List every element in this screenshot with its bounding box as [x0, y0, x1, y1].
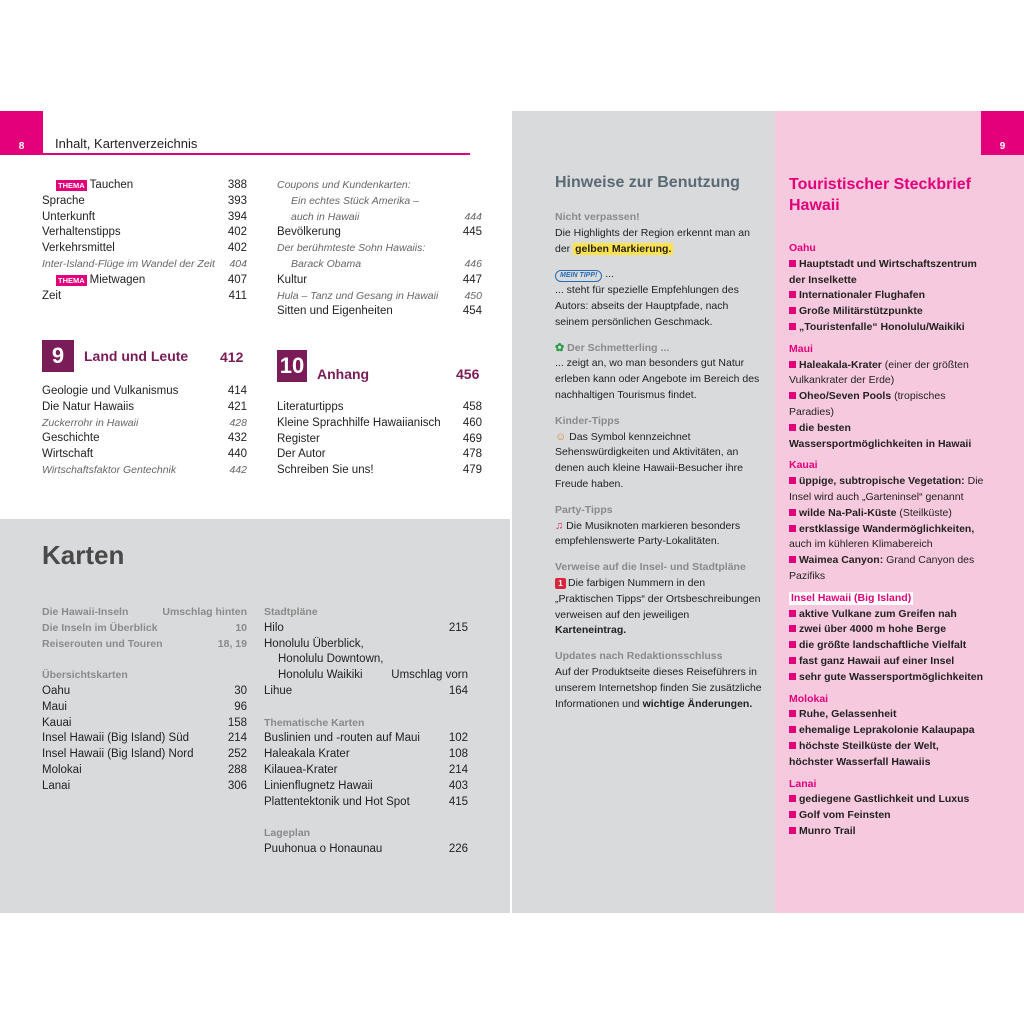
entry-label: Verhaltenstipps [42, 226, 121, 239]
karten-title: Karten [42, 540, 125, 570]
map-entry[interactable] [42, 763, 247, 779]
thema-badge: THEMA [58, 181, 85, 191]
entry-page: 102 [448, 732, 468, 745]
entry-page: 393 [227, 194, 247, 207]
entry-label: Buslinien und -routen auf Maui [264, 732, 420, 745]
map-entry[interactable] [264, 779, 468, 795]
entry-label: Coupons und Kundenkarten: [277, 179, 411, 191]
entry-page: 96 [234, 700, 247, 713]
uebersicht-heading: Übersichtskarten [42, 669, 128, 682]
entry-page: 478 [462, 448, 482, 461]
entry-page: 407 [227, 274, 247, 287]
map-entry[interactable] [264, 668, 468, 684]
map-entry[interactable] [42, 731, 247, 747]
toc-column-1 [42, 178, 247, 304]
party-tipps-heading: Party-Tipps [555, 503, 613, 516]
region-oahu: Oahu [789, 242, 816, 254]
entry-label: Maui [42, 700, 67, 713]
entry-page: 415 [448, 795, 468, 808]
list-item: Oheo/Seven Pools (tropisches Paradies) [789, 389, 985, 421]
entry-label: Kleine Sprachhilfe Hawaiianisch [277, 416, 441, 429]
list-item: Ruhe, Gelassenheit [789, 707, 985, 723]
entry-page: 252 [227, 748, 247, 761]
toc-entry[interactable] [277, 257, 482, 273]
entry-label: Molokai [42, 763, 82, 776]
region-big-island: Insel Hawaii (Big Island) [791, 591, 912, 604]
entry-page: 164 [448, 684, 468, 697]
toc-column-2 [277, 178, 482, 320]
page-header-title: Inhalt, Kartenverzeichnis [55, 136, 198, 151]
chapter-10-page: 456 [456, 366, 480, 382]
schmetterling-text: ... zeigt an, wo man besonders gut Natur erleben kann oder Angebote im Bereich des nachhaltigen Tourismus findet. [555, 357, 760, 401]
map-entry[interactable] [42, 747, 247, 763]
toc-entry[interactable] [277, 416, 482, 432]
kinder-tipps-heading: Kinder-Tipps [555, 414, 620, 427]
map-entry[interactable] [264, 731, 468, 747]
toc-entry[interactable] [42, 225, 247, 241]
benutzung-text [555, 210, 762, 712]
region-maui: Maui [789, 342, 813, 355]
toc-entry[interactable] [42, 431, 247, 447]
highlight-text: Die Highlights der Region erkennt man an der gelben Markierung. [555, 226, 750, 255]
list-item: die besten Wassersportmöglichkeiten in Hawaii [789, 421, 985, 453]
entry-label: Wirtschaft [42, 448, 94, 461]
toc-entry[interactable] [277, 210, 482, 226]
thema-badge: THEMA [58, 276, 85, 286]
map-entry[interactable] [42, 684, 247, 700]
entry-label: Reiserouten und Touren [42, 637, 163, 650]
list-item: die größte landschaftliche Vielfalt [789, 638, 985, 654]
karten-column-1 [42, 605, 247, 795]
map-entry[interactable] [264, 621, 468, 637]
lageplan-heading: Lageplan [264, 827, 311, 840]
entry-page: 306 [227, 779, 247, 792]
region-lanai: Lanai [789, 777, 817, 790]
entry-page: 10 [235, 621, 247, 634]
stadtplaene-heading: Stadtpläne [264, 606, 318, 618]
toc-entry[interactable] [42, 210, 247, 226]
map-entry[interactable] [42, 779, 247, 795]
entry-label: THEMA Mietwagen [58, 273, 146, 286]
entry-page: 428 [229, 416, 247, 429]
chapter-9-page: 412 [220, 349, 244, 365]
entry-page: 450 [464, 289, 482, 302]
map-entry[interactable] [264, 763, 468, 779]
page-number-tab-right [981, 111, 1024, 155]
entry-label: Oahu [42, 684, 71, 697]
map-entry[interactable] [42, 637, 247, 653]
page-number-right: 9 [999, 141, 1006, 152]
entry-page: 458 [462, 401, 482, 413]
entry-label: Register [277, 432, 320, 445]
entry-label: Der Autor [277, 448, 326, 461]
entry-label: Geologie und Vulkanismus [42, 385, 179, 397]
karten-column-2 [264, 605, 468, 858]
list-item: üppige, subtropische Vegetation: Die Insel wird auch „Garteninsel“ genannt [789, 474, 985, 506]
entry-label: Honolulu Überblick, [264, 637, 364, 650]
toc-entry[interactable] [42, 178, 247, 194]
entry-label: Kauai [42, 716, 72, 729]
toc-entry[interactable] [42, 463, 247, 479]
entry-label: Die Inseln im Überblick [42, 621, 158, 634]
entry-page: 30 [234, 684, 247, 697]
red-number-icon: 1 [555, 578, 566, 589]
entry-label: Honolulu Downtown, [278, 653, 384, 666]
entry-label: Die Hawaii-Inseln [42, 606, 129, 618]
map-entry[interactable] [42, 716, 247, 732]
entry-label: Linienflugnetz Hawaii [264, 779, 373, 792]
entry-label: Wirtschaftsfaktor Gentechnik [42, 463, 177, 476]
toc-entry[interactable] [42, 289, 247, 305]
region-kauai: Kauai [789, 459, 818, 472]
entry-label: Inter-Island-Flüge im Wandel der Zeit [42, 257, 215, 270]
toc-entry[interactable] [277, 447, 482, 463]
entry-page: 445 [462, 226, 482, 239]
toc-entry[interactable] [277, 273, 482, 289]
entry-page: 388 [227, 179, 247, 192]
entry-label: Literaturtipps [277, 401, 344, 413]
map-entry[interactable] [264, 684, 468, 700]
map-entry[interactable] [264, 842, 468, 858]
kinder-tipps-text: ☺ Das Symbol kennzeichnet Sehenswürdigkeiten und Aktivitäten, an denen auch kleine Hawaii-Besucher ihre Freude haben. [555, 430, 743, 490]
list-item: Munro Trail [789, 824, 985, 840]
toc-entry[interactable] [277, 432, 482, 448]
toc-entry[interactable] [42, 384, 247, 400]
thematische-heading: Thematische Karten [264, 716, 365, 729]
mein-tipp-text: ... steht für spezielle Empfehlungen des Autors: abseits der Hauptpfade, nach seinem persönlichen Geschmack. [555, 284, 739, 328]
toc-entry[interactable] [42, 194, 247, 210]
entry-page: 432 [227, 432, 247, 445]
toc-entry[interactable] [277, 400, 482, 416]
entry-label: Schreiben Sie uns! [277, 464, 374, 477]
entry-page: 469 [462, 432, 482, 445]
entry-page: 411 [228, 289, 247, 302]
entry-label: Zuckerrohr in Hawaii [42, 416, 139, 429]
map-entry[interactable] [264, 747, 468, 763]
toc-entry[interactable] [277, 241, 482, 257]
party-tipps-text: ♫ Die Musiknoten markieren besonders empfehlenswerte Party-Lokalitäten. [555, 519, 741, 548]
entry-label: Geschichte [42, 432, 100, 445]
entry-label: Verkehrsmittel [42, 242, 115, 255]
toc-entry[interactable] [42, 257, 247, 273]
list-item: Waimea Canyon: Grand Canyon des Pazifiks [789, 553, 985, 585]
verweise-heading: Verweise auf die Insel- und Stadtpläne [555, 561, 746, 574]
entry-page: 460 [462, 416, 482, 429]
list-item: ehemalige Leprakolonie Kalaupapa [789, 723, 985, 739]
entry-page: 158 [227, 716, 247, 729]
butterfly-icon: ✿ [555, 341, 565, 354]
entry-label: Kilauea-Krater [264, 763, 338, 776]
entry-page: 108 [448, 748, 468, 761]
steckbrief-title: Touristischer Steckbrief Hawaii [789, 176, 971, 214]
list-item: Hauptstadt und Wirtschaftszentrum der Inselkette [789, 257, 985, 289]
toc-entry[interactable] [42, 416, 247, 432]
benutzung-title: Hinweise zur Benutzung [555, 174, 740, 191]
entry-label: Zeit [42, 289, 62, 302]
entry-page: Umschlag vorn [391, 669, 468, 682]
entry-page: 414 [227, 385, 247, 397]
entry-page: 288 [227, 763, 247, 776]
entry-page: 444 [464, 210, 482, 223]
entry-label: Hula – Tanz und Gesang in Hawaii [277, 289, 439, 302]
toc-entry[interactable] [42, 400, 247, 416]
toc-entry[interactable] [277, 178, 482, 194]
entry-label: THEMA Tauchen [58, 179, 134, 191]
entry-page: 402 [227, 242, 247, 255]
entry-label: Hilo [264, 621, 284, 634]
chapter-9-heading[interactable] [42, 340, 188, 372]
mein-tipp-line: MEIN TIPP! ... [555, 267, 762, 283]
page-number-left: 8 [18, 141, 25, 152]
nicht-verpassen-heading: Nicht verpassen! [555, 211, 640, 223]
list-item: Internationaler Flughafen [789, 288, 985, 304]
entry-label: Der berühmteste Sohn Hawaiis: [277, 242, 426, 255]
list-item: Haleakala-Krater (einer der größten Vulkankrater der Erde) [789, 358, 985, 390]
entry-page: 479 [462, 464, 482, 477]
entry-page: 215 [448, 621, 468, 634]
verweise-text: 1 Die farbigen Nummern in den „Praktischen Tipps“ der Ortsbeschreibungen verweisen auf den jeweiligen Karteneintrag. [555, 576, 761, 637]
entry-page: 403 [448, 779, 468, 792]
entry-page: 402 [227, 226, 247, 239]
chapter-10-heading[interactable] [277, 350, 369, 382]
toc-entry[interactable] [42, 447, 247, 463]
entry-label: Lanai [42, 779, 71, 792]
entry-label: auch in Hawaii [291, 210, 360, 223]
entry-page: 18, 19 [217, 637, 247, 650]
page-number-tab-left [0, 111, 43, 155]
region-molokai: Molokai [789, 692, 829, 705]
map-entry[interactable] [42, 700, 247, 716]
entry-page: 442 [229, 463, 247, 476]
entry-label: Unterkunft [42, 210, 96, 223]
map-entry[interactable] [42, 621, 247, 637]
toc-entry[interactable] [277, 225, 482, 241]
list-item: höchste Steilküste der Welt, höchster Wasserfall Hawaiis [789, 739, 985, 771]
toc-entry[interactable] [42, 273, 247, 289]
header-rule [40, 153, 470, 155]
chapter-10-title: Anhang [317, 366, 370, 382]
map-entry[interactable] [264, 652, 468, 668]
entry-page: 214 [227, 732, 247, 745]
map-entry[interactable] [42, 605, 247, 621]
highlight-sample: gelben Markierung. [575, 242, 672, 255]
chapter-10-list [277, 400, 482, 479]
list-item: zwei über 4000 m hohe Berge [789, 622, 985, 638]
entry-page: 454 [462, 305, 482, 318]
map-entry[interactable] [264, 637, 468, 653]
list-item: aktive Vulkane zum Greifen nah [789, 607, 985, 623]
toc-entry[interactable] [277, 289, 482, 305]
map-entry[interactable] [264, 795, 468, 811]
toc-entry[interactable] [277, 463, 482, 479]
mein-tipp-badge-icon: MEIN TIPP! [555, 270, 602, 282]
entry-label: Die Natur Hawaiis [42, 400, 135, 413]
entry-label: Insel Hawaii (Big Island) Nord [42, 748, 194, 761]
chapter-9-title: Land und Leute [84, 348, 189, 364]
entry-label: Bevölkerung [277, 226, 341, 239]
entry-page: 440 [227, 448, 247, 461]
entry-label: Insel Hawaii (Big Island) Süd [42, 732, 190, 745]
schmetterling-heading: ✿ Der Schmetterling ... [555, 341, 670, 354]
list-item: „Touristenfalle“ Honolulu/Waikiki [789, 320, 985, 336]
list-item: wilde Na-Pali-Küste (Steilküste) [789, 506, 985, 522]
entry-page: 214 [448, 763, 468, 776]
updates-text: Auf der Produktseite dieses Reiseführers in unserem Internetshop finden Sie zusätzliche Informationen und wichtige Änderungen. [555, 665, 762, 710]
entry-page: 421 [227, 400, 247, 413]
toc-entry[interactable] [42, 241, 247, 257]
entry-page: 447 [462, 273, 482, 286]
list-item: Golf vom Feinsten [789, 808, 985, 824]
entry-page: 394 [227, 210, 247, 223]
entry-page: Umschlag hinten [162, 606, 247, 618]
entry-label: Sprache [42, 194, 85, 207]
child-icon: ☺ [555, 430, 567, 443]
entry-label: Kultur [277, 273, 308, 286]
list-item: fast ganz Hawaii auf einer Insel [789, 654, 985, 670]
toc-entry[interactable] [277, 304, 482, 320]
toc-entry[interactable] [277, 194, 482, 210]
entry-label: Lihue [264, 684, 293, 697]
list-item: erstklassige Wandermöglichkeiten, auch im kühleren Klimabereich [789, 522, 985, 554]
chapter-9-list [42, 384, 247, 479]
steckbrief-list [789, 241, 985, 840]
entry-label: Haleakala Krater [264, 748, 350, 761]
list-item: gediegene Gastlichkeit und Luxus [789, 792, 985, 808]
entry-label: Ein echtes Stück Amerika – [291, 194, 419, 207]
list-item: Große Militärstützpunkte [789, 304, 985, 320]
entry-label: Puuhonua o Honaunau [264, 842, 383, 855]
list-item: sehr gute Wassersportmöglichkeiten [789, 670, 985, 686]
entry-label: Barack Obama [291, 257, 362, 270]
music-notes-icon: ♫ [555, 519, 564, 532]
entry-page: 446 [464, 257, 482, 270]
entry-label: Plattentektonik und Hot Spot [264, 795, 410, 808]
chapter-9-number: 9 [42, 340, 74, 372]
entry-label: Honolulu Waikiki [278, 669, 363, 682]
entry-page: 226 [448, 842, 468, 855]
entry-label: Sitten und Eigenheiten [277, 305, 393, 318]
updates-heading: Updates nach Redaktionsschluss [555, 650, 723, 663]
chapter-10-number: 10 [277, 350, 307, 382]
entry-page: 404 [229, 257, 247, 270]
